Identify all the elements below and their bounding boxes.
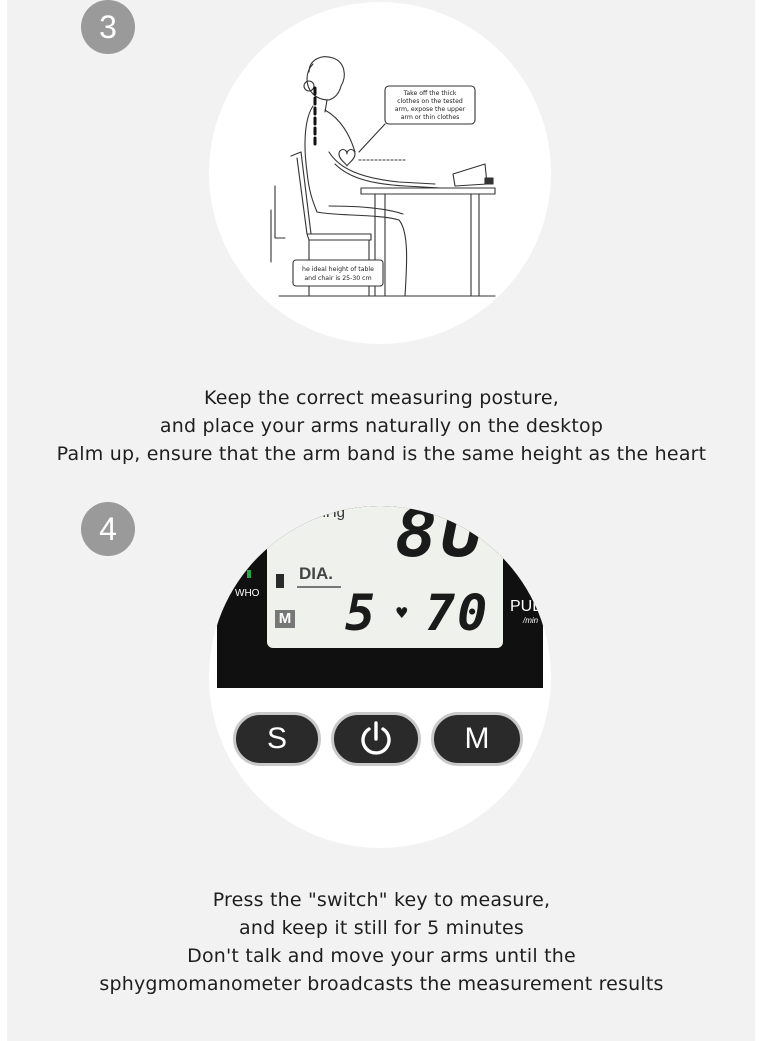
- step-number-badge: 3: [81, 0, 135, 54]
- caption-line: Palm up, ensure that the arm band is the same height as the heart: [56, 443, 707, 465]
- step-4-caption: [0, 886, 763, 998]
- per-min-label: /min: [523, 616, 539, 625]
- note-height-line-1: he ideal height of table: [302, 266, 374, 273]
- caption-line: Keep the correct measuring posture,: [204, 387, 559, 409]
- power-icon: [356, 719, 396, 759]
- note-clothes-line-1: Take off the thick: [403, 90, 457, 97]
- caption-line: sphygmomanometer broadcasts the measurement results: [99, 973, 664, 995]
- systolic-reading: 8U: [395, 506, 488, 572]
- m-button[interactable]: M: [431, 712, 523, 766]
- green-indicator: [247, 570, 251, 578]
- note-clothes-line-3: arm, expose the upper: [394, 106, 466, 113]
- heart-icon: ♥: [395, 604, 409, 622]
- note-clothes-line-2: clothes on the tested: [397, 98, 463, 105]
- dia-label: DIA.: [299, 564, 333, 583]
- left-edge: [0, 0, 7, 1041]
- caption-line: and keep it still for 5 minutes: [239, 917, 524, 939]
- pulse-reading: 70: [425, 584, 490, 642]
- lcd-screen: [267, 506, 503, 648]
- indicator-bar: [276, 574, 284, 588]
- step-number-badge: 4: [81, 502, 135, 556]
- pul-label: PUL: [510, 598, 542, 615]
- memory-badge: M: [275, 610, 295, 628]
- caption-line: and place your arms naturally on the desktop: [159, 415, 604, 437]
- dia-underline: [297, 586, 341, 588]
- caption-line: Don't talk and move your arms until the: [187, 945, 576, 967]
- posture-illustration: [209, 2, 551, 344]
- note-clothes-line-4: arm or thin clothes: [400, 114, 460, 121]
- posture-illustration-circle: [209, 2, 551, 344]
- note-height-line-2: and chair is 25-30 cm: [304, 275, 372, 282]
- who-label: WHO: [235, 588, 260, 599]
- power-button[interactable]: [331, 712, 421, 766]
- monitor-illustration-circle: [209, 506, 551, 848]
- diastolic-reading: 5: [345, 584, 376, 642]
- monitor-body: [217, 506, 543, 688]
- caption-line: Press the "switch" key to measure,: [212, 889, 551, 911]
- step-3-caption: [0, 384, 763, 468]
- s-button[interactable]: S: [233, 712, 321, 766]
- unit-label: ..mHg: [305, 506, 346, 521]
- right-edge: [755, 0, 763, 1041]
